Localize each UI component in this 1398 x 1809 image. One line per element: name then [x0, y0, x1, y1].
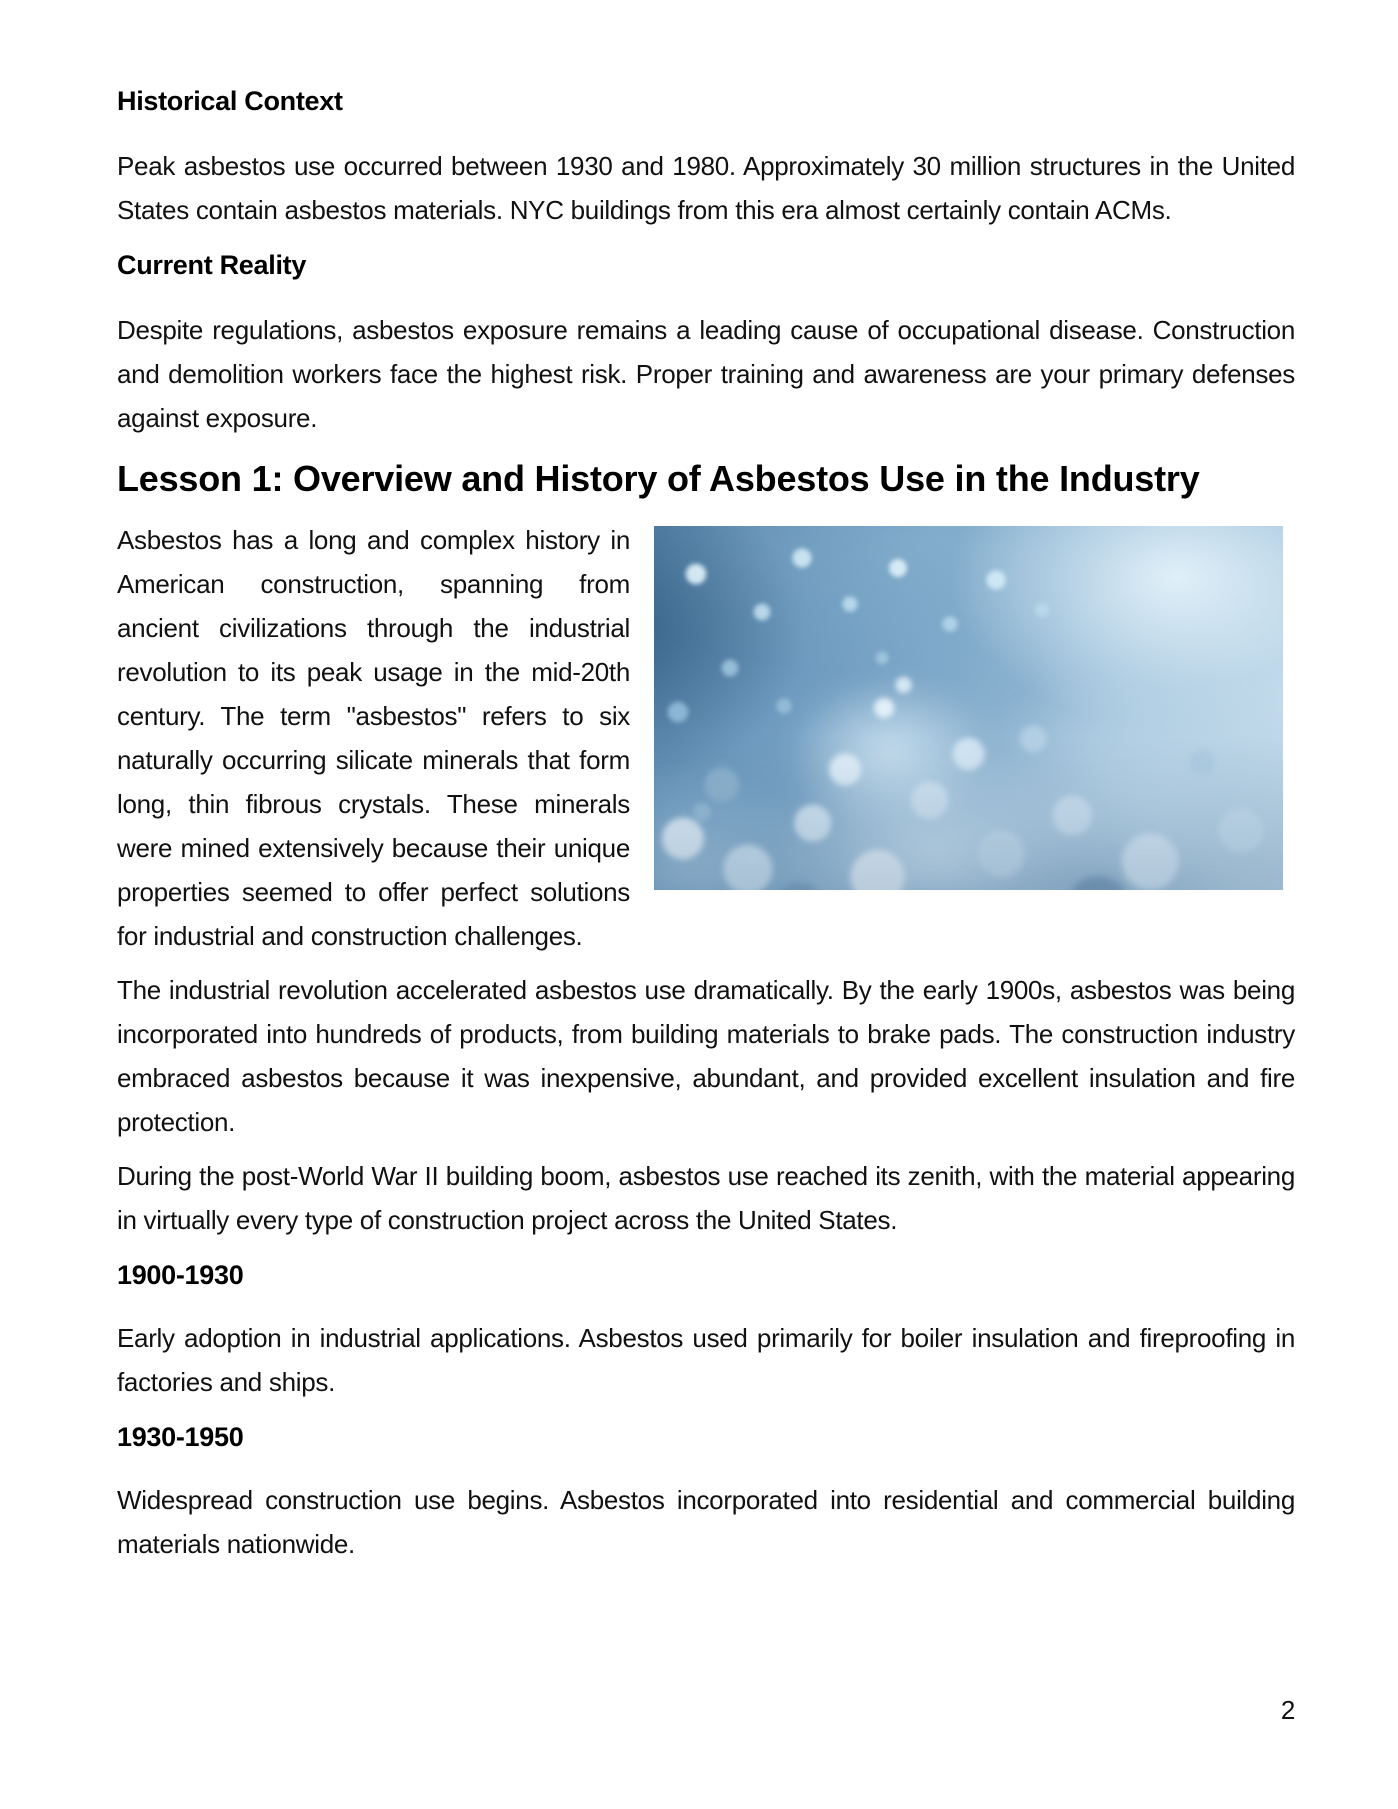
- asbestos-macro-photo: [654, 526, 1283, 890]
- page-number: 2: [1280, 1695, 1295, 1725]
- paragraph-current-reality: Despite regulations, asbestos exposure remains a leading cause of occupational disease. Construction and demolition workers face the highest risk. Proper training and awareness are your primary defenses against exposure.: [117, 315, 1295, 433]
- paragraph-timeline-1900-1930: Early adoption in industrial applications. Asbestos used primarily for boiler insulation and fireproofing in factories and ships.: [117, 1323, 1295, 1397]
- section-heading-current-reality: Current Reality: [117, 250, 307, 280]
- paragraph-postwar-boom: During the post-World War II building boom, asbestos use reached its zenith, with the material appearing in virtually every type of construction project across the United States.: [117, 1161, 1295, 1235]
- section-heading-historical-context: Historical Context: [117, 86, 343, 116]
- paragraph-lesson-intro: [117, 518, 1295, 958]
- paragraph-timeline-1930-1950: Widespread construction use begins. Asbestos incorporated into residential and commercial building materials nationwide.: [117, 1485, 1295, 1559]
- paragraph-historical-context: Peak asbestos use occurred between 1930 and 1980. Approximately 30 million structures in the United States contain asbestos materials. NYC buildings from this era almost certainly contain ACMs.: [117, 151, 1295, 225]
- lesson-intro-text: Asbestos has a long and complex history in American construction, spanning from ancient civilizations through the industrial revolution to its peak usage in the mid-20th century. The term "asbestos" refers to six naturally occurring silicate minerals that form long, thin fibrous crystals. These minerals were mined extensively because their unique properties seemed to offer perfect solutions for industrial and construction challenges.: [117, 525, 630, 951]
- lesson-title: Lesson 1: Overview and History of Asbestos Use in the Industry: [117, 458, 1200, 499]
- photo-fiber-clusters: [654, 526, 1283, 890]
- timeline-heading-1900-1930: 1900-1930: [117, 1260, 244, 1290]
- timeline-heading-1930-1950: 1930-1950: [117, 1422, 244, 1452]
- paragraph-industrial-revolution: The industrial revolution accelerated asbestos use dramatically. By the early 1900s, asbestos was being incorporated into hundreds of products, from building materials to brake pads. The construction industry embraced asbestos because it was inexpensive, abundant, and provided excellent insulation and fire protection.: [117, 975, 1295, 1137]
